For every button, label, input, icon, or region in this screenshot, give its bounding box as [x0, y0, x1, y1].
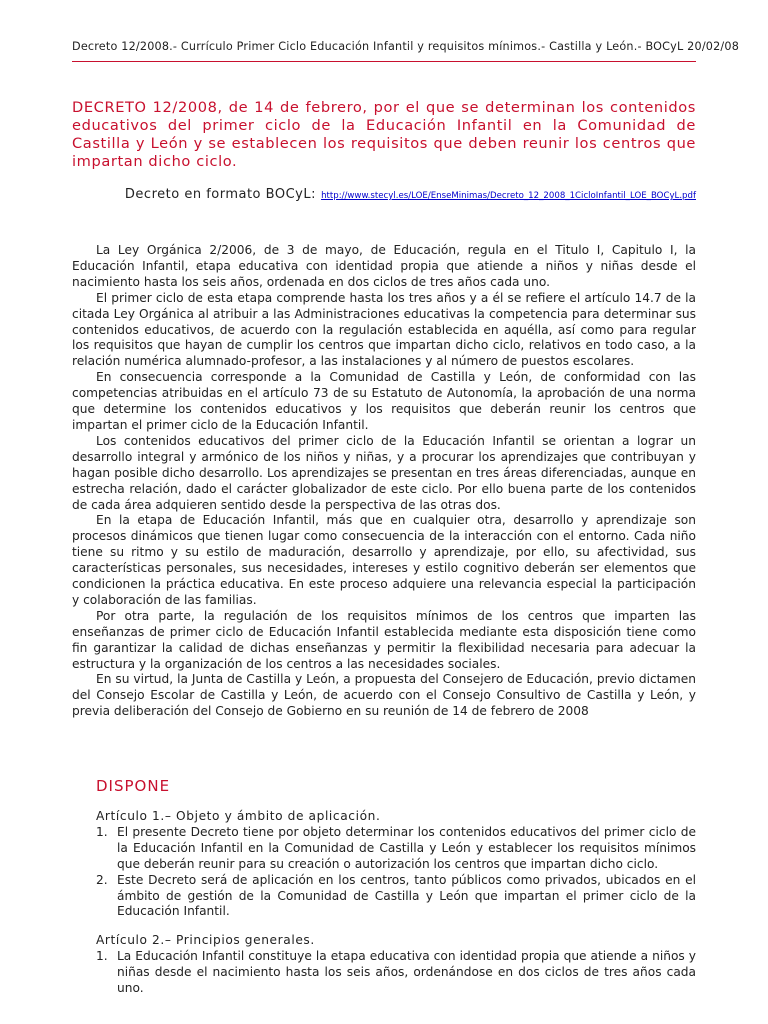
preamble-paragraph: Por otra parte, la regulación de los requisitos mínimos de los centros que imparten las enseñanzas de primer ciclo de Educación Infantil establecida mediante esta disposición tiene como fin garantizar la calidad de dichas enseñanzas y permitir la flexibilidad necesaria para adecuar la estructura y la organización de los centros a las necesidades sociales. [72, 608, 696, 671]
article-clause [96, 873, 696, 921]
clause-text: La Educación Infantil constituye la etapa educativa con identidad propia que atiende a niños y niñas desde el nacimiento hasta los seis años, ordenándose en dos ciclos de tres años cada uno. [117, 949, 696, 996]
preamble-paragraph: La Ley Orgánica 2/2006, de 3 de mayo, de Educación, regula en el Titulo I, Capitulo I, la Educación Infantil, etapa educativa con identidad propia que atiende a niños y niñas desde el nacimiento hasta los seis años, ordenada en dos ciclos de tres años cada uno. [72, 243, 696, 289]
article-spacer [96, 920, 696, 933]
clause-number: 2. [96, 872, 108, 887]
clause-text: El presente Decreto tiene por objeto determinar los contenidos educativos del primer ciclo de la Educación Infantil en la Comunidad de Castilla y León y establecer los requisitos mínimos que deberán reunir para su creación o autorización los centros que impartan dicho ciclo. [117, 824, 696, 871]
article-heading: Artículo 2.– Principios generales. [96, 933, 315, 948]
preamble-paragraph: En consecuencia corresponde a la Comunidad de Castilla y León, de conformidad con las competencias atribuidas en el artículo 73 de su Estatuto de Autonomía, la aprobación de una norma que determine los contenidos educativos y los requisitos que deberán reunir los centros que impartan el primer ciclo de la Educación Infantil. [72, 370, 696, 432]
format-line [72, 183, 696, 202]
preamble-paragraph: El primer ciclo de esta etapa comprende hasta los tres años y a él se refiere el artículo 14.7 de la citada Ley Orgánica al atribuir a las Administraciones educativas la competencia para determinar sus contenidos educativos, de acuerdo con la regulación establecida en aquélla, así como para regular los requisitos que hayan de cumplir los centros que impartan dicho ciclo, relativos en todo caso, a la relación numérica alumnado-profesor, a las instalaciones y al número de puestos escolares. [72, 290, 696, 369]
article-heading: Artículo 1.– Objeto y ámbito de aplicación. [96, 809, 381, 823]
clause-text: Este Decreto será de aplicación en los centros, tanto públicos como privados, ubicados en el ámbito de gestión de la Comunidad de Castilla y León que impartan el primer ciclo de la Educación Infantil. [117, 872, 696, 919]
format-label: Decreto en formato BOCyL: [124, 187, 316, 202]
preamble-paragraph: En su virtud, la Junta de Castilla y León, a propuesta del Consejero de Educación, previo dictamen del Consejo Escolar de Castilla y León, de acuerdo con el Consejo Consultivo de Castilla y León, y previa deliberación del Consejo de Gobierno en su reunión de 14 de febrero de 2008 [72, 672, 696, 719]
preamble-paragraph: En la etapa de Educación Infantil, más que en cualquier otra, desarrollo y aprendizaje son procesos dinámicos que tienen lugar como consecuencia de la interacción con el entorno. Cada niño tiene su ritmo y su estilo de maduración, desarrollo y aprendizaje, por ello, su afectividad, sus características personales, sus necesidades, intereses y estilo cognitivo deberán ser elementos que condicionen la práctica educativa. En este proceso adquiere una relevancia especial la participación y colaboración de las familias. [72, 513, 696, 607]
preamble-paragraph: Los contenidos educativos del primer ciclo de la Educación Infantil se orientan a lograr un desarrollo integral y armónico de los niños y niñas, y a procurar los aprendizajes que contribuyan y hagan posible dicho desarrollo. Los aprendizajes se presentan en tres áreas diferenciadas, aunque en estrecha relación, dado el carácter globalizador de este ciclo. Por ello buena parte de los contenidos de cada área adquieren sentido desde la perspectiva de las otras dos. [72, 433, 696, 512]
header-rule [72, 61, 696, 62]
articles [96, 809, 696, 997]
document-title: DECRETO 12/2008, de 14 de febrero, por el que se determinan los contenidos educativos del primer ciclo de la Educación Infantil en la Comunidad de Castilla y León y se establecen los requisitos que deben reunir los centros que impartan dicho ciclo. [72, 99, 696, 170]
dispone-heading: DISPONE [96, 777, 171, 795]
article-clause [96, 825, 696, 873]
article-clause [96, 949, 696, 997]
bocyl-pdf-link[interactable]: http://www.stecyl.es/LOE/EnseMinimas/Decreto_12_2008_1CicloInfantil_LOE_BOCyL.pdf [321, 191, 696, 201]
clause-number: 1. [96, 949, 108, 964]
preamble [72, 243, 696, 720]
running-header: Decreto 12/2008.- Currículo Primer Ciclo Educación Infantil y requisitos mínimos.- Castilla y León.- BOCyL 20/02/08 [72, 40, 740, 53]
clause-number: 1. [96, 824, 108, 839]
